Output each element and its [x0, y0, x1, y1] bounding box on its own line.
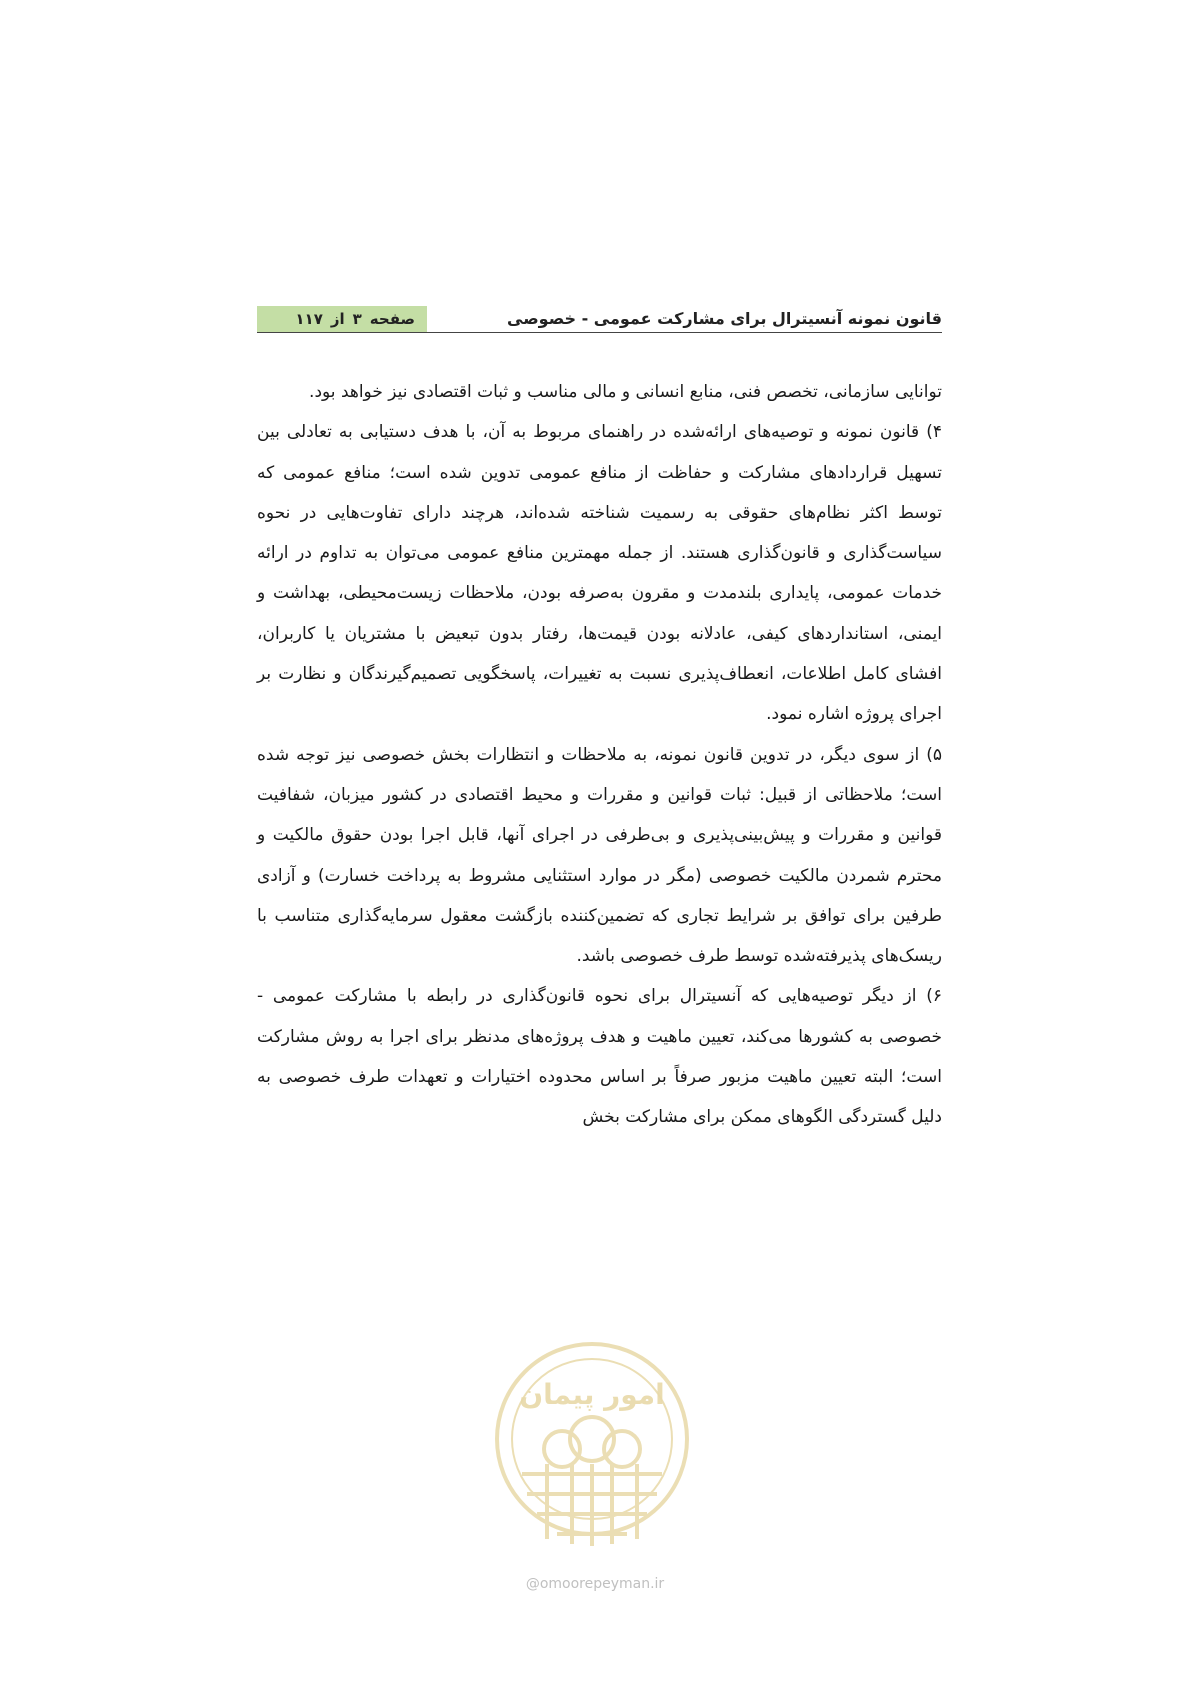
- paragraph-4: ۴) قانون نمونه و توصیه‌های ارائه‌شده در راهنمای مربوط به آن، با هدف دستیابی به تعادلی بین تسهیل قراردادهای مشارکت و حفاظت از منافع عمومی تدوین شده است؛ منافع عمومی که توسط اکثر نظام‌های حقوقی به رسمیت شناخته شده‌اند، هرچند دارای تفاوت‌هایی در نحوه سیاست‌گذاری و قانون‌گذاری هستند. از جمله مهمترین منافع عمومی می‌توان به تداوم در ارائه خدمات عمومی، پایداری بلندمدت و مقرون به‌صرفه بودن، ملاحظات زیست‌محیطی، بهداشت و ایمنی، استانداردهای کیفی، عادلانه بودن قیمت‌ها، رفتار بدون تبعیض با مشتریان یا کاربران، افشای کامل اطلاعات، انعطاف‌پذیری نسبت به تغییرات، پاسخگویی تصمیم‌گیرندگان و نظارت بر اجرای پروژه اشاره نمود.: [257, 422, 942, 725]
- paragraph-6: ۶) از دیگر توصیه‌هایی که آنسیترال برای نحوه قانون‌گذاری در رابطه با مشارکت عمومی - خصوصی به کشورها می‌کند، تعیین ماهیت و هدف پروژه‌های مدنظر برای اجرا به روش مشارکت است؛ البته تعیین ماهیت مزبور صرفاً بر اساس محدوده اختیارات و تعهدات طرف خصوصی به دلیل گستردگی الگوهای ممکن برای مشارکت بخش: [257, 986, 942, 1128]
- page-header: [257, 306, 942, 334]
- page-current: ۳: [352, 310, 362, 328]
- page-total: ۱۱۷: [295, 310, 323, 328]
- watermark-logo: [487, 1334, 697, 1564]
- body-text: [257, 372, 942, 1138]
- paragraph-1: توانایی سازمانی، تخصص فنی، منابع انسانی و مالی مناسب و ثبات اقتصادی نیز خواهد بود.: [309, 382, 942, 402]
- watermark-url: @omoorepeyman.ir: [525, 1576, 665, 1592]
- page-label: صفحه: [369, 310, 415, 328]
- paragraph-5: ۵) از سوی دیگر، در تدوین قانون نمونه، به ملاحظات و انتظارات بخش خصوصی نیز توجه شده است؛ ملاحظاتی از قبیل: ثبات قوانین و مقررات و محیط اقتصادی در کشور میزبان، شفافیت قوانین و مقررات و پیش‌بینی‌پذیری و بی‌طرفی در اجرای آنها، قابل اجرا بودن حقوق مالکیت و محترم شمردن مالکیت خصوصی (مگر در موارد استثنایی مشروط به پرداخت خسارت) و آزادی طرفین برای توافق بر شرایط تجاری که تضمین‌کننده بازگشت معقول سرمایه‌گذاری متناسب با ریسک‌های پذیرفته‌شده توسط طرف خصوصی باشد.: [257, 744, 942, 967]
- document-title: قانون نمونه آنسیترال برای مشارکت عمومی - خصوصی: [507, 309, 942, 328]
- page-number-badge: [257, 306, 427, 332]
- watermark-logo-text: امور پیمان: [519, 1378, 665, 1411]
- page-of: از: [330, 310, 345, 328]
- at-icon: @: [525, 1576, 540, 1592]
- header-divider: [257, 332, 942, 333]
